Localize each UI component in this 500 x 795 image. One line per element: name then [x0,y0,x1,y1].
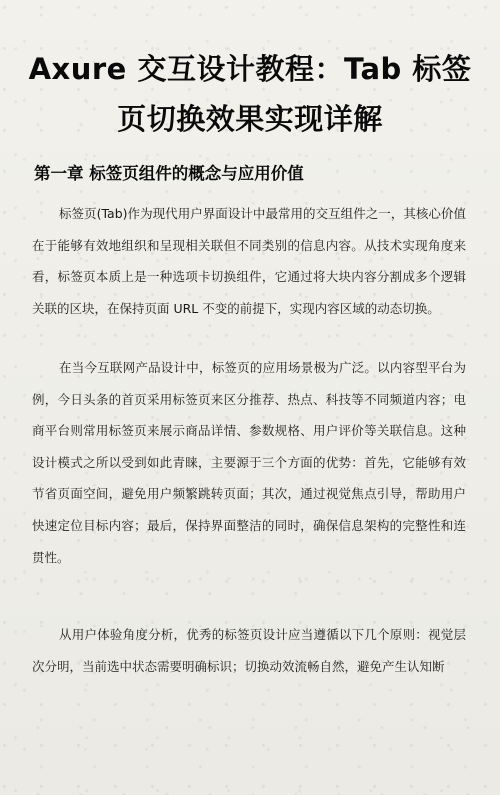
paragraph-2: 在当今互联网产品设计中，标签页的应用场景极为广泛。以内容型平台为例，今日头条的首页采用标签页来区分推荐、热点、科技等不同频道内容；电商平台则常用标签页来展示商品详情、参数规格、用户评价等关联信息。这种设计模式之所以受到如此青睐，主要源于三个方面的优势：首先，它能够有效节省页面空间，避免用户频繁跳转页面；其次，通过视觉焦点引导，帮助用户快速定位目标内容；最后，保持界面整洁的同时，确保信息架构的完整性和连贯性。 [32,360,466,565]
document-title: Axure 交互设计教程：Tab 标签页切换效果实现详解 [28,52,472,136]
chapter-heading: 第一章 标签页组件的概念与应用价值 [34,164,304,183]
paragraph-1: 标签页(Tab)作为现代用户界面设计中最常用的交互组件之一，其核心价值在于能够有效地组织和呈现相关联但不同类别的信息内容。从技术实现角度来看，标签页本质上是一种选项卡切换组件，它通过将大块内容分割成多个逻辑关联的区块，在保持页面 URL 不变的前提下，实现内容区域的动态切换。 [32,206,466,316]
paragraph-3: 从用户体验角度分析，优秀的标签页设计应当遵循以下几个原则：视觉层次分明，当前选中状态需要明确标识；切换动效流畅自然，避免产生认知断 [32,627,466,674]
